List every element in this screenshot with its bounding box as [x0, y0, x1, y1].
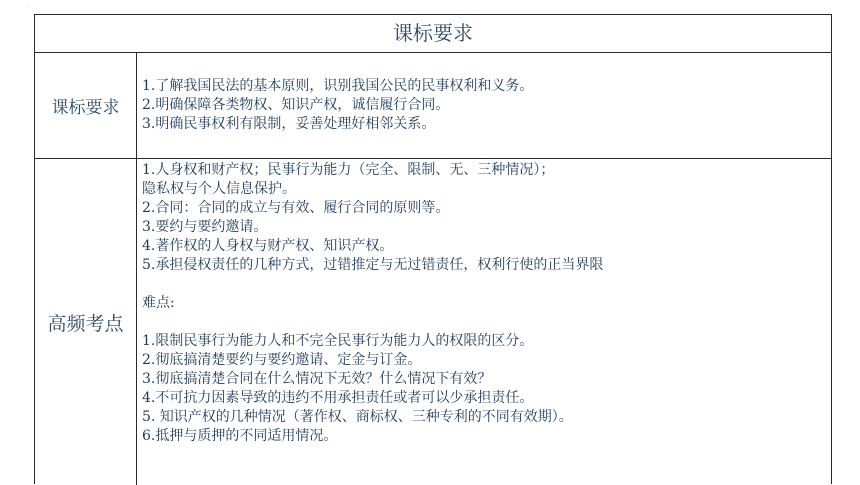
requirement-item: 3.明确民事权利有限制，妥善处理好相邻关系。: [142, 116, 436, 132]
spacer: [142, 275, 831, 294]
difficulty-item: 4.不可抗力因素导致的违约不用承担责任或者可以少承担责任。: [142, 390, 534, 406]
key-point-item: 1.人身权和财产权；民事行为能力（完全、限制、无、三种情况）；: [142, 162, 555, 178]
requirements-content: [137, 53, 831, 159]
difficulty-item: 2.彻底搞清楚要约与要约邀请、定金与订金。: [142, 352, 422, 368]
key-points-content: [137, 159, 831, 485]
requirement-item: 2.明确保障各类物权、知识产权，诚信履行合同。: [142, 97, 450, 113]
spacer: [142, 313, 831, 332]
difficulty-heading: 难点:: [142, 295, 175, 311]
difficulty-item: 3.彻底搞清楚合同在什么情况下无效？什么情况下有效？: [142, 371, 492, 387]
requirements-label: 课标要求: [35, 53, 137, 159]
requirements-table: [34, 14, 832, 484]
difficulty-item: 1.限制民事行为能力人和不完全民事行为能力人的权限的区分。: [142, 333, 534, 349]
key-point-item: 3.要约与要约邀请。: [142, 219, 268, 235]
key-point-item: 4.著作权的人身权与财产权、知识产权。: [142, 238, 394, 254]
difficulty-item: 5. 知识产权的几种情况（著作权、商标权、三种专利的不同有效期）。: [142, 409, 573, 425]
requirement-item: 1.了解我国民法的基本原则，识别我国公民的民事权利和义务。: [142, 78, 534, 94]
key-point-item: 隐私权与个人信息保护。: [142, 181, 296, 197]
key-points-label: 高频考点: [35, 159, 137, 485]
key-point-item: 5.承担侵权责任的几种方式，过错推定与无过错责任，权利行使的正当界限: [142, 257, 604, 273]
difficulty-item: 6.抵押与质押的不同适用情况。: [142, 428, 338, 444]
corner-dot: ·: [26, 4, 28, 11]
key-point-item: 2.合同：合同的成立与有效、履行合同的原则等。: [142, 200, 450, 216]
table-title: 课标要求: [35, 15, 831, 53]
